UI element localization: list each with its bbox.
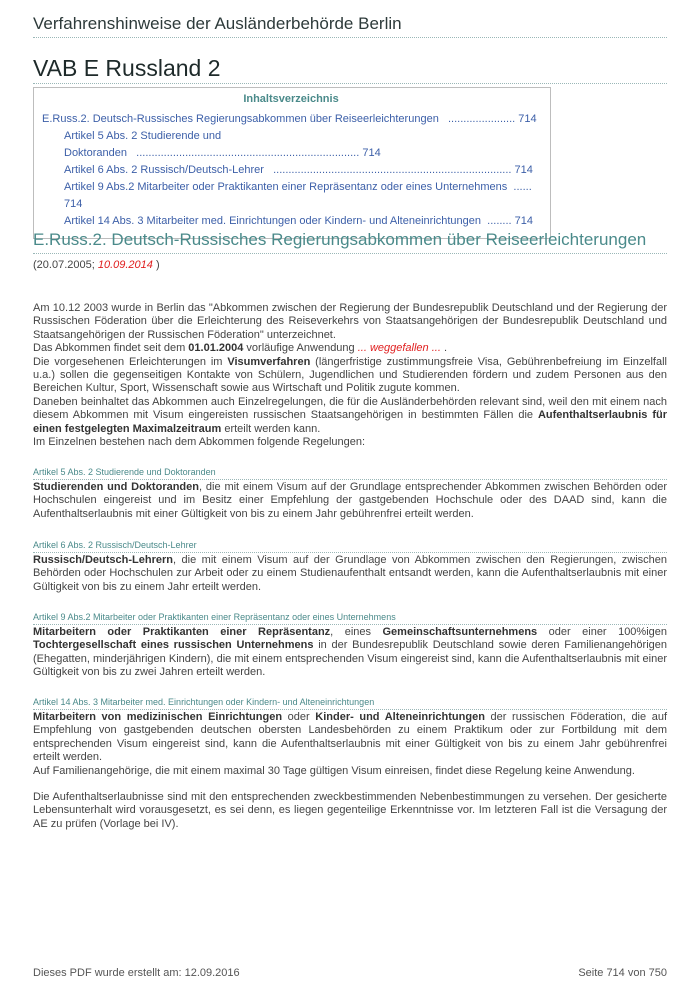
section-title: E.Russ.2. Deutsch-Russisches Regierungsabkommen über Reiseerleichterungen [33, 230, 647, 249]
article-text: Studierenden und Doktoranden, die mit einem Visum auf der Grundlage entsprechender Abkommen zwischen Behörden oder Hochschulen eingereist und im Besitz einer Empfehlung der gastgebenden Hochschule oder des DAAD sind, kann die Aufenthaltserlaubnis mit einer Gültigkeit von bis zu einem Jahr gebührenfrei erteilt werden. [33, 481, 667, 520]
header-divider [33, 37, 667, 38]
toc-entry[interactable]: Artikel 5 Abs. 2 Studierende und Doktoranden ......................................................................... 714 [64, 130, 381, 159]
article-divider [33, 552, 667, 553]
article-text: Mitarbeitern oder Praktikanten einer Repräsentanz, eines Gemeinschaftsunternehmens oder einer 100%igen Tochtergesellschaft eines russischen Unternehmens in der Bundesrepublik Deutschland sowie deren Familienangehörigen (Ehegatten, minderjährigen Kindern), die mit einem entsprechenden Visum eingereist sind, kann die Aufenthaltserlaubnis mit einer Gültigkeit von bis zu zwei Jahren erteilt werden. [33, 626, 668, 679]
article-heading: Artikel 14 Abs. 3 Mitarbeiter med. Einrichtungen oder Kindern- und Alteneinrichtungen [33, 697, 375, 707]
intro-paragraph: Am 10.12 2003 wurde in Berlin das "Abkommen zwischen der Regierung der Bundesrepublik Deutschland und der Regierung der Russischen Föderation über die Erleichterung des Reiseverkehrs von Staatsangehörigen der Bundesrepublik Deutschland und Staatsangehörigen der Russischen Föderation" unterzeichnet. [33, 302, 667, 341]
article-heading: Artikel 6 Abs. 2 Russisch/Deutsch-Lehrer [33, 540, 197, 550]
intro-paragraph: Das Abkommen findet seit dem 01.01.2004 vorläufige Anwendung ... weggefallen ... . [33, 342, 448, 355]
document-title: VAB E Russland 2 [33, 55, 221, 81]
article-text: Russisch/Deutsch-Lehrern, die mit einem Visum auf der Grundlage von Abkommen zwischen den Regierungen, zwischen Behörden oder Hochschulen zur Arbeit oder zu einem Studienaufenthalt entsandt werden, kann die Aufenthaltserlaubnis mit einer Gültigkeit von bis zu einem Jahr erteilt werden. [33, 554, 667, 593]
intro-paragraph: Im Einzelnen bestehen nach dem Abkommen folgende Regelungen: [33, 436, 366, 449]
section-divider [33, 253, 667, 254]
footer-created-date: Dieses PDF wurde erstellt am: 12.09.2016 [33, 967, 240, 979]
intro-text [33, 302, 667, 449]
revision-date-red: 10.09.2014 [97, 259, 153, 271]
article-text: Mitarbeitern von medizinischen Einrichtungen oder Kinder- und Alteneinrichtungen der russischen Föderation, die auf Empfehlung von gastgebenden deutschen obersten Landesbehörden zu einem Praktikum oder zur Fortbildung mit dem entsprechenden Visum eingereist sind, kann die Aufenthaltserlaubnis mit einer Gültigkeit von bis zu einem Jahr gebührenfrei erteilt werden. Auf Familienangehörige, die mit einem maximal 30 Tage gültigen Visum einreisen, findet diese Regelung keine Anwendung. [33, 711, 668, 777]
site-header-title: Verfahrenshinweise der Ausländerbehörde Berlin [33, 14, 402, 33]
toc-heading: Inhaltsverzeichnis [243, 93, 339, 105]
toc-entry[interactable]: Artikel 14 Abs. 3 Mitarbeiter med. Einrichtungen oder Kindern- und Alteneinrichtungen ........ 714 [64, 215, 534, 227]
article-divider [33, 624, 667, 625]
closing-paragraph: Die Aufenthaltserlaubnisse sind mit den entsprechenden zweckbestimmenden Nebenbestimmungen zu versehen. Der gesicherte Lebensunterhalt wird vorausgesetzt, es sei denn, es liegen gegenteilige Erkenntnisse vor. Im letzteren Fall ist die Versagung der AE zu prüfen (Vorlage bei IV). [33, 791, 667, 830]
intro-paragraph: Die vorgesehenen Erleichterungen im Visumverfahren (längerfristige zustimmungsfreie Visa, Gebührenbefreiung im Einzelfall u.a.) sollen die gegenseitigen Kontakte von Schülern, Jugendlichen und Studierenden fördern und zudem Personen aus den Bereichen Kultur, Sport, Wissenschaft sowie aus Wirtschaft und Politik zugute kommen. [33, 355, 667, 395]
title-divider [33, 83, 667, 84]
article-divider [33, 709, 667, 710]
toc-entry[interactable]: E.Russ.2. Deutsch-Russisches Regierungsabkommen über Reiseerleichterungen ...................... 714 [42, 113, 537, 125]
toc-entry[interactable]: Artikel 6 Abs. 2 Russisch/Deutsch-Lehrer .............................................................................. 714 [64, 164, 533, 176]
article-heading: Artikel 9 Abs.2 Mitarbeiter oder Praktikanten einer Repräsentanz oder eines Unternehmens [33, 612, 396, 622]
article-note: Auf Familienangehörige, die mit einem maximal 30 Tage gültigen Visum einreisen, findet diese Regelung keine Anwendung. [33, 764, 635, 777]
article-heading: Artikel 5 Abs. 2 Studierende und Doktoranden [33, 467, 216, 477]
footer-page-number: Seite 714 von 750 [578, 967, 667, 979]
article-divider [33, 479, 667, 480]
toc-entry[interactable]: Artikel 9 Abs.2 Mitarbeiter oder Praktikanten einer Repräsentanz oder eines Unternehmens ...... 714 [64, 181, 532, 210]
table-of-contents [33, 87, 551, 239]
revision-dates: (20.07.2005; 10.09.2014 ) [33, 259, 160, 271]
intro-paragraph: Daneben beinhaltet das Abkommen auch Einzelregelungen, die für die Ausländerbehörden relevant sind, weil den mit einem nach diesem Abkommen mit Visum eingereisten russischen Staatsangehörigen in bestimmten Fällen die Aufenthaltserlaubnis für einen festgelegten Maximalzeitraum erteilt werden kann. [33, 395, 667, 435]
